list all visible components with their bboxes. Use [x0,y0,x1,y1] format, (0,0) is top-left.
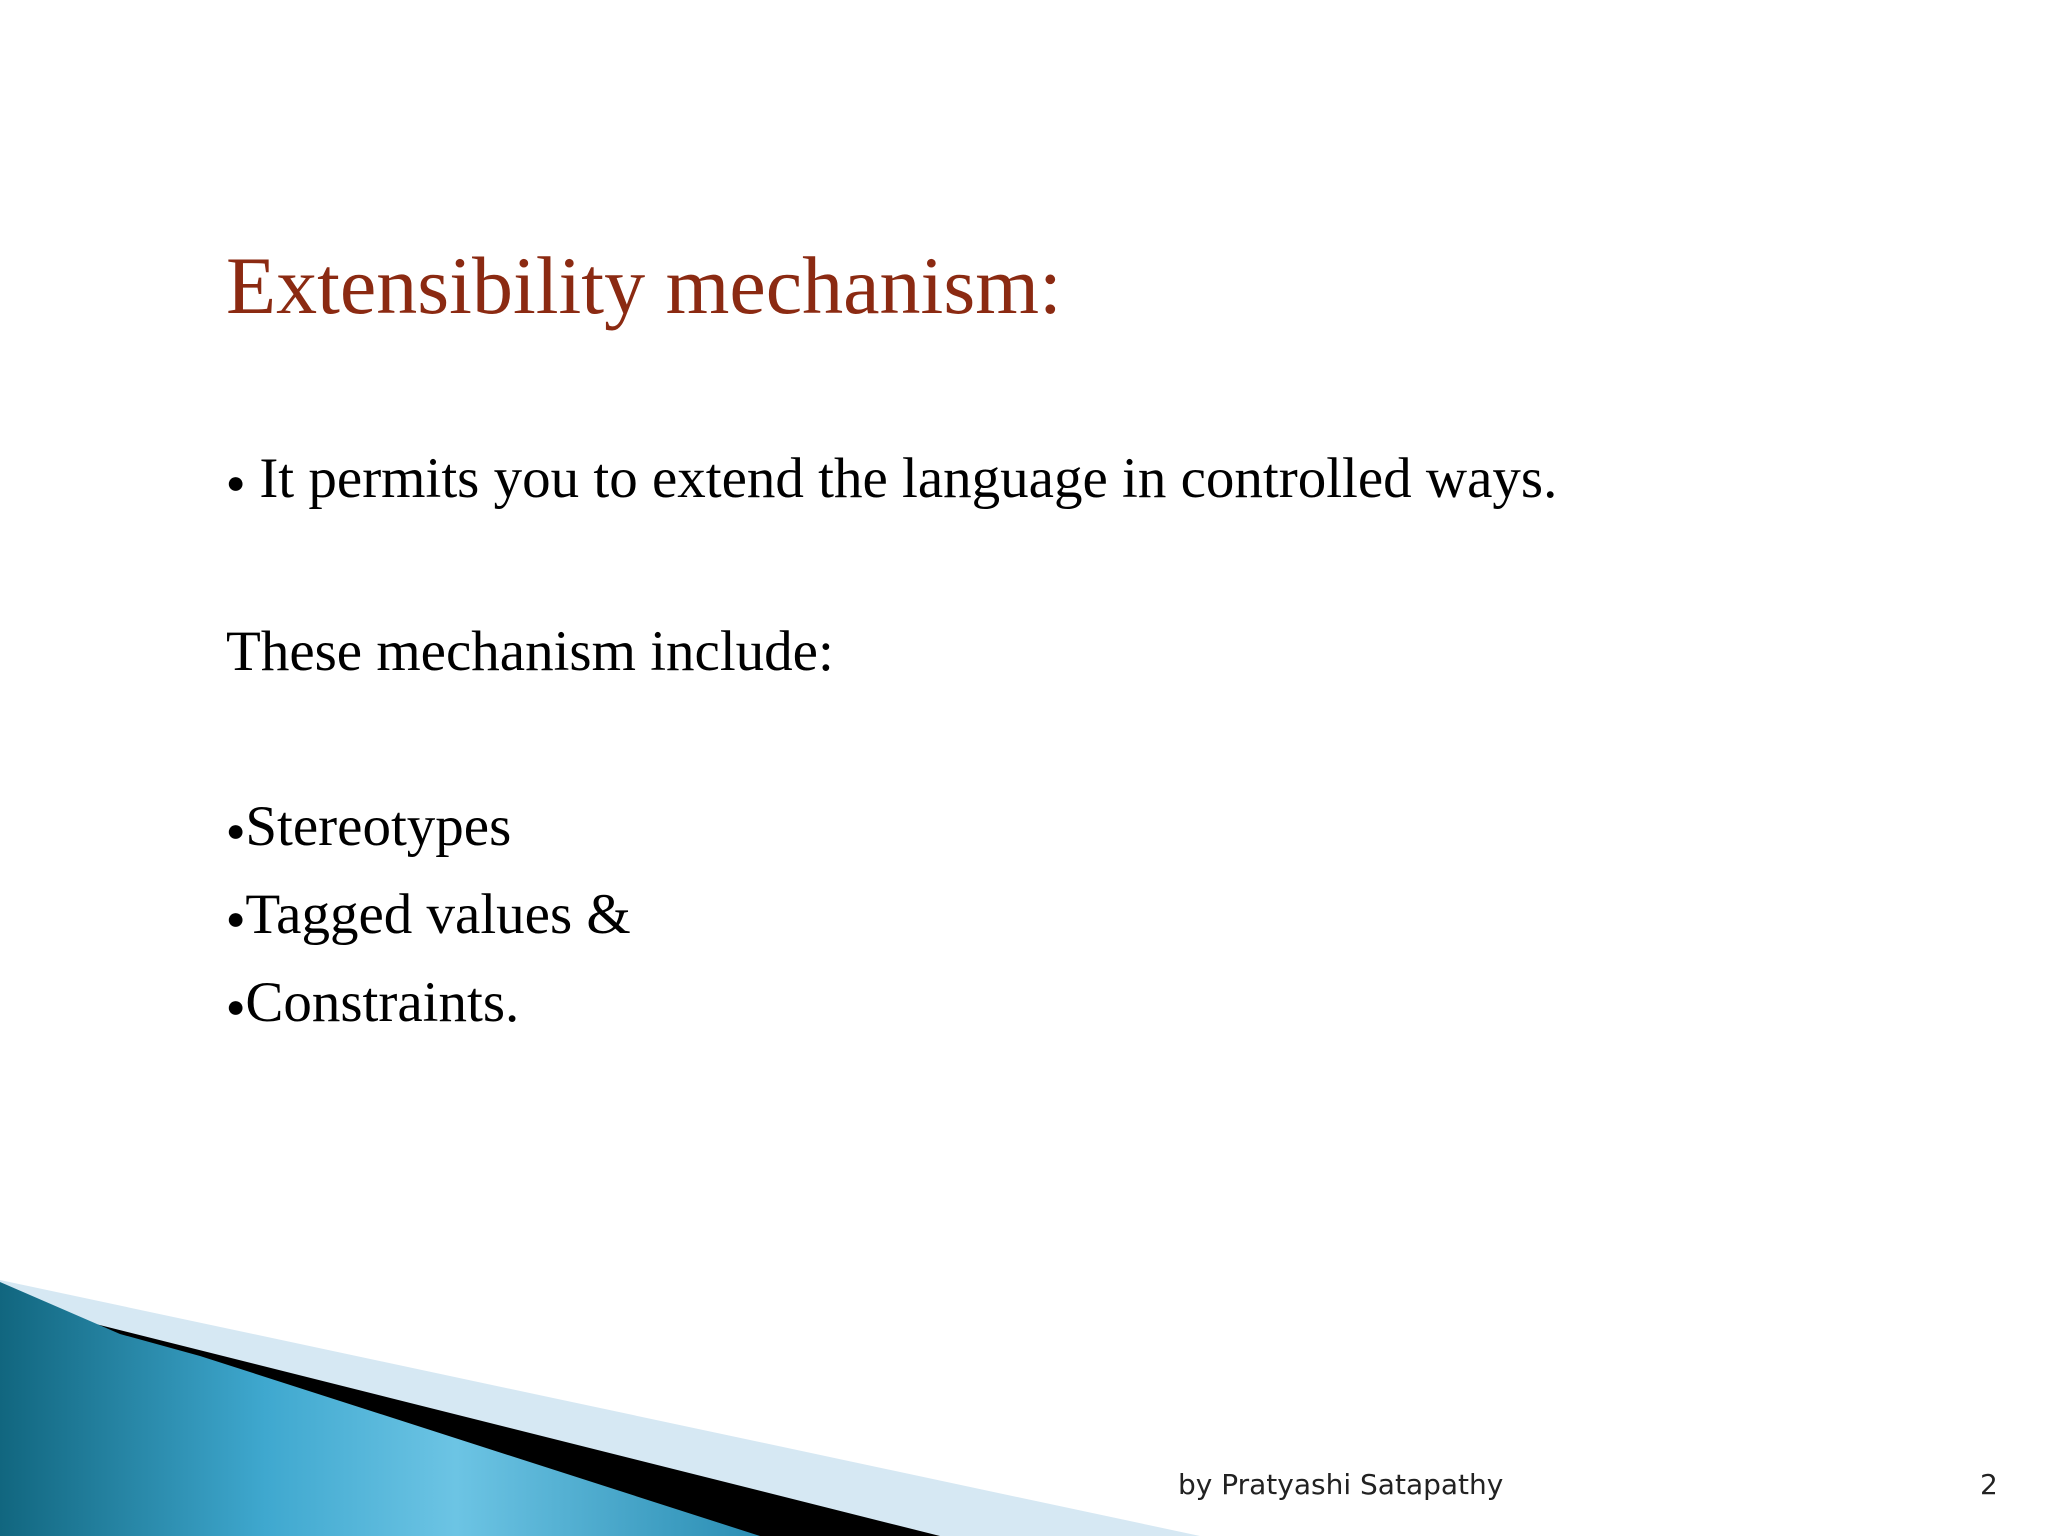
list-item [226,792,511,867]
footer-author: by Pratyashi Satapathy [1178,1468,1504,1501]
decorative-swoosh [0,1280,2048,1536]
subheading: These mechanism include: [226,620,834,683]
list-item [226,880,631,955]
page-number: 2 [1980,1468,1998,1501]
intro-bullet-text: It permits you to extend the language in controlled ways. [259,447,1558,510]
list-item-text: Tagged values & [245,883,631,946]
list-item-text: Constraints. [245,971,520,1034]
bullet-icon: ● [226,987,246,1024]
bullet-icon: ● [226,463,246,500]
list-item-text: Stereotypes [245,795,512,858]
intro-bullet [226,444,1557,519]
bullet-icon: ● [226,899,246,936]
bullet-icon: ● [226,811,246,848]
list-item [226,968,519,1043]
slide-title: Extensibility mechanism: [226,240,1062,331]
